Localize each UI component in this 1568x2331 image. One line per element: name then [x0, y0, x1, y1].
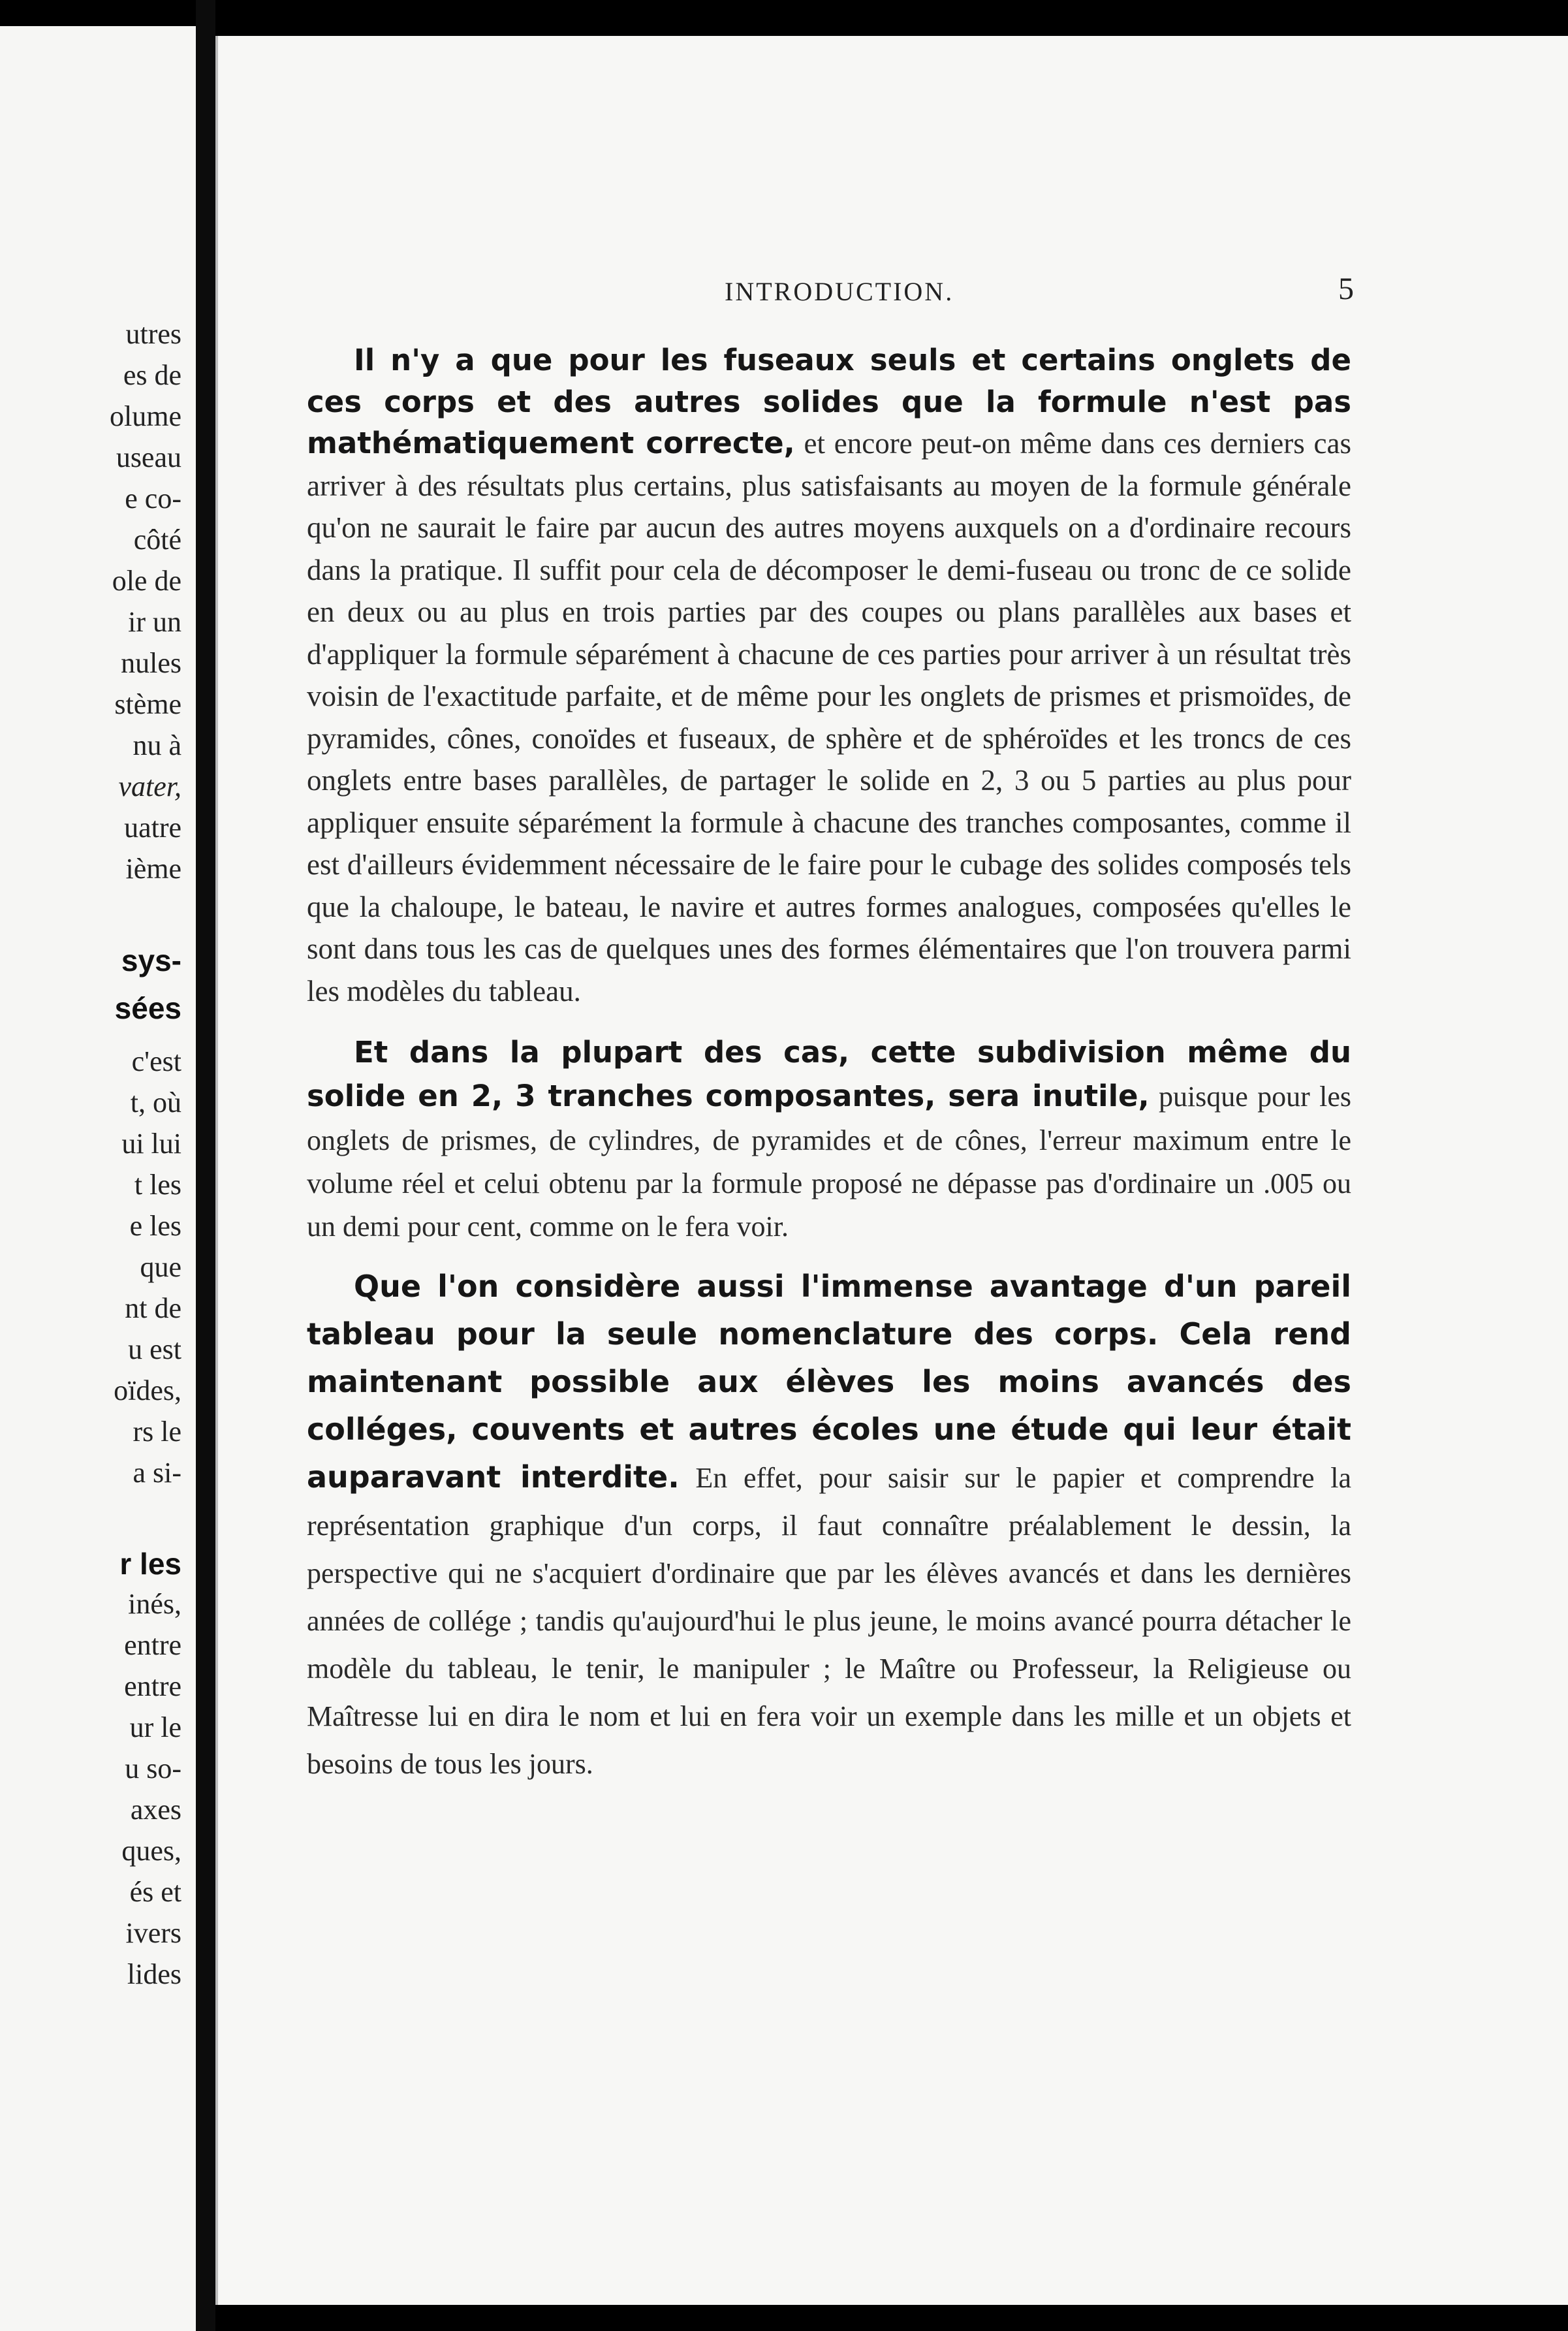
facing-page-line: lides	[127, 1958, 181, 1990]
facing-page-line: u est	[128, 1333, 181, 1365]
facing-page-line: entre	[124, 1670, 181, 1702]
paragraph-2-lead: Et dans la plupart des cas, cette subdivision même du solide en 2, 3 tranches composantes, sera inutile,	[307, 1035, 1351, 1113]
facing-page-fragment	[0, 26, 196, 2331]
facing-page-line: ir un	[128, 606, 181, 638]
facing-page-line: sys-	[121, 944, 181, 977]
facing-page-line: u so-	[125, 1752, 181, 1784]
facing-page-line: ques,	[121, 1835, 181, 1867]
facing-page-line: oïdes,	[114, 1374, 181, 1406]
page-edge	[215, 36, 218, 2305]
book-gutter	[196, 0, 215, 2331]
paragraph-2-body: puisque pour les onglets de prismes, de cylindres, de pyramides et de cônes, l'erreur maximum entre le volume réel et celui obtenu par la formule proposé ne dépasse pas d'ordinaire un .005 ou un demi pour cent, comme on le fera voir.	[307, 1081, 1351, 1243]
facing-page-line: nules	[121, 647, 181, 679]
facing-page-line: rs le	[133, 1416, 181, 1448]
facing-page-line: stème	[114, 688, 181, 720]
facing-page-line: t les	[134, 1169, 181, 1201]
facing-page-line: côté	[133, 524, 181, 556]
facing-page-line: ole de	[112, 565, 181, 597]
text-block	[307, 340, 1351, 1787]
facing-page-line: utres	[125, 318, 181, 350]
facing-page-line: axes	[130, 1794, 181, 1826]
facing-page-line: sées	[114, 991, 181, 1025]
facing-page-line: c'est	[131, 1045, 181, 1077]
facing-page-line: entre	[124, 1629, 181, 1661]
paragraph-1-lead: Il n'y a que pour les fuseaux seuls et certains onglets de ces corps et des autres solides que la formule n'est pas mathématiquement correcte,	[307, 343, 1351, 460]
facing-page-line: uatre	[124, 812, 181, 844]
page-number: 5	[1338, 272, 1354, 306]
facing-page-line: ième	[125, 853, 181, 885]
facing-page-line: t, où	[130, 1086, 181, 1118]
facing-page-line: useau	[116, 441, 181, 473]
facing-page-line: es de	[123, 359, 181, 391]
facing-page-line: ur le	[129, 1711, 181, 1743]
paragraph-2	[307, 1030, 1351, 1247]
facing-page-line: e les	[129, 1210, 181, 1242]
facing-page-line: nu à	[133, 729, 181, 761]
paragraph-3-body: En effet, pour saisir sur le papier et comprendre la représentation graphique d'un corps, il faut connaître préalablement le dessin, la perspective qui ne s'acquiert d'ordinaire que par les élèves avancés et dans les dernières années de collége ; tandis qu'aujourd'hui le plus jeune, le moins avancé pourra détacher le modèle du tableau, le tenir, le manipuler ; le Maître ou Professeur, la Religieuse ou Maîtresse lui en dira le nom et lui en fera voir un exemple dans les mille et un objets et besoins de tous les jours.	[307, 1462, 1351, 1780]
facing-page-line: r les	[119, 1547, 181, 1581]
book-page	[215, 36, 1568, 2305]
facing-page-line: vater,	[118, 770, 181, 802]
facing-page-line: a si-	[133, 1457, 181, 1489]
facing-page-line: inés,	[128, 1588, 181, 1620]
facing-page-line: ui lui	[121, 1128, 181, 1160]
paragraph-1	[307, 340, 1351, 1012]
facing-page-line: olume	[110, 400, 181, 432]
facing-page-line: que	[140, 1251, 181, 1283]
paragraph-3-lead: Que l'on considère aussi l'immense avantage d'un pareil tableau pour la seule nomenclature des corps. Cela rend maintenant possible aux élèves les moins avancés des colléges, couvents et autres écoles une étude qui leur était auparavant interdite.	[307, 1269, 1351, 1495]
paragraph-1-body: et encore peut-on même dans ces derniers cas arriver à des résultats plus certains, plus satisfaisants au moyen de la formule générale qu'on ne saurait le faire par aucun des autres moyens auxquels on a d'ordinaire recours dans la pratique. Il suffit pour cela de décomposer le demi-fuseau ou tronc de ce solide en deux ou au plus en trois parties par des coupes ou plans parallèles aux bases et d'appliquer la formule séparément à chacune de ces parties pour arriver à un résultat très voisin de l'exactitude parfaite, et de même pour les onglets de prismes et prismoïdes, de pyramides, cônes, conoïdes et fuseaux, de sphère et de sphéroïdes et les troncs de ces onglets entre bases parallèles, de partager le solide en 2, 3 ou 5 parties au plus pour appliquer ensuite séparément la formule à chacune des tranches composantes, comme il est d'ailleurs évidemment nécessaire de le faire pour le cubage des solides composés tels que la chaloupe, le bateau, le navire et autres formes analogues, composées qu'elles le sont dans tous les cas de quelques unes des formes élémentaires que l'on trouvera parmi les modèles du tableau.	[307, 427, 1351, 1007]
facing-page-line: nt de	[125, 1292, 181, 1324]
paragraph-3	[307, 1263, 1351, 1787]
facing-page-line: e co-	[125, 483, 181, 515]
facing-page-line: és et	[129, 1876, 181, 1908]
running-head: INTRODUCTION.	[725, 277, 954, 306]
facing-page-line: ivers	[125, 1917, 181, 1949]
